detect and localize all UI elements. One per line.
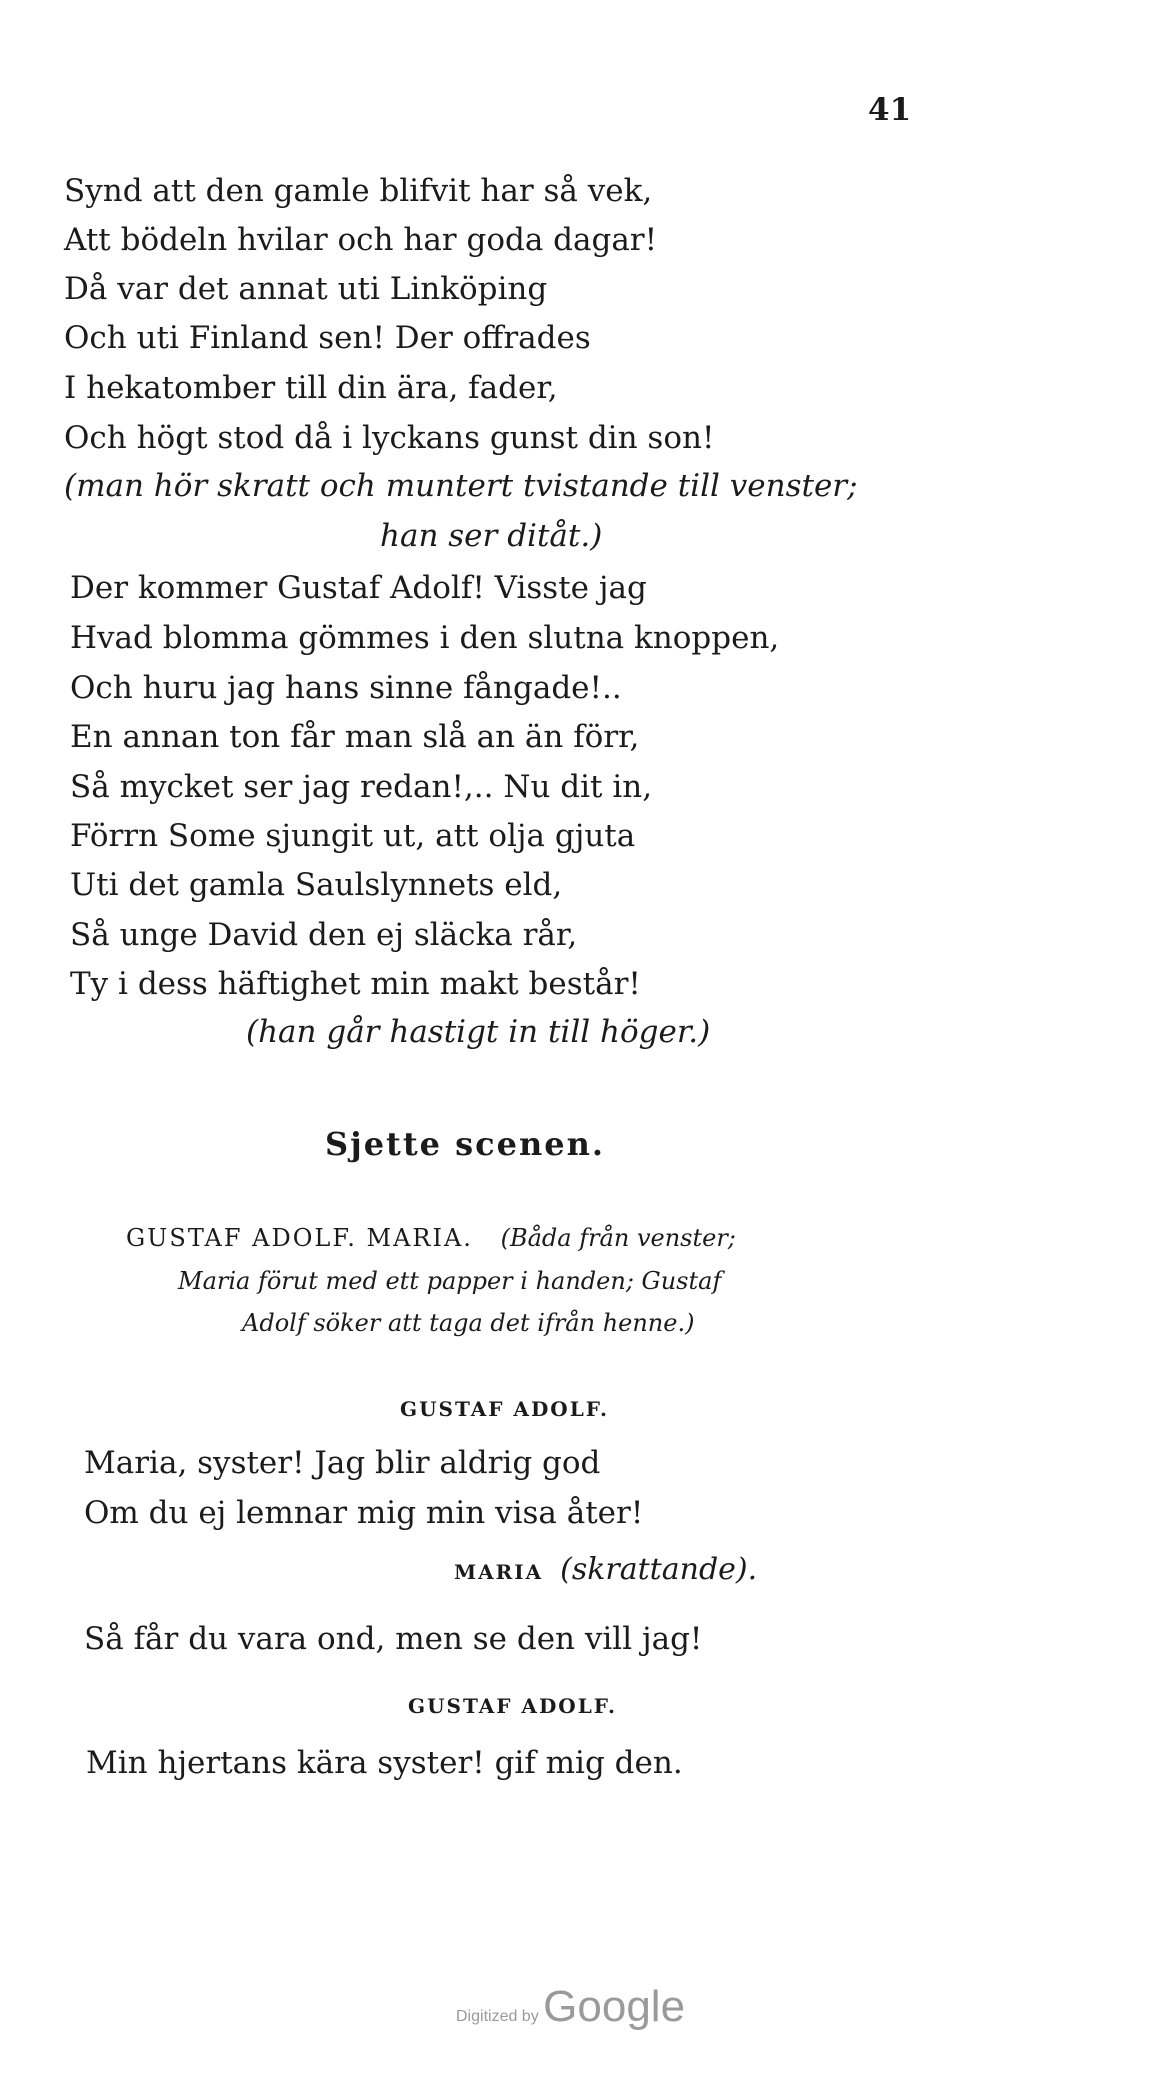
speaker-name (408, 1694, 617, 1718)
verse-line: I hekatomber till din ära, fader, (64, 370, 558, 406)
cast-line (242, 1309, 694, 1337)
verse-line: Och huru jag hans sinne fångade!.. (70, 670, 622, 706)
verse-line: Då var det annat uti Linköping (64, 271, 548, 307)
speaker-label: MARIA (454, 1560, 544, 1584)
speaker-label: GUSTAF ADOLF. (408, 1694, 617, 1718)
scene-title: Sjette scenen. (325, 1125, 605, 1163)
speaker-label: GUSTAF ADOLF. (400, 1397, 609, 1421)
verse-line: Uti det gamla Saulslynnets eld, (70, 867, 563, 903)
verse-line: Ty i dess häftighet min makt består! (70, 966, 641, 1002)
digitized-watermark (456, 1982, 685, 2032)
cast-line (126, 1224, 736, 1252)
verse-line: Så unge David den ej släcka rår, (70, 917, 578, 953)
verse-line: Der kommer Gustaf Adolf! Visste jag (70, 570, 647, 606)
verse-line: Hvad blomma gömmes i den slutna knoppen, (70, 620, 780, 656)
verse-line: Och högt stod då i lyckans gunst din son! (64, 420, 715, 456)
cast-line (178, 1267, 721, 1295)
dialogue-line: Min hjertans kära syster! gif mig den. (86, 1745, 683, 1781)
speaker-direction: (skrattande). (560, 1552, 758, 1587)
dialogue-line: Maria, syster! Jag blir aldrig god (84, 1445, 601, 1481)
speaker-name (454, 1552, 757, 1587)
dialogue-line: Om du ej lemnar mig min visa åter! (84, 1495, 644, 1531)
cast-direction: Maria förut med ett papper i handen; Gustaf (178, 1267, 722, 1295)
google-logo: Google (543, 1982, 686, 2031)
dialogue-line: Så får du vara ond, men se den vill jag! (84, 1621, 703, 1657)
digitized-label: Digitized by (456, 2008, 539, 2025)
verse-line: Så mycket ser jag redan!,.. Nu dit in, (70, 769, 653, 805)
speaker-name (400, 1397, 609, 1421)
cast-direction: Adolf söker att taga det ifrån henne.) (242, 1309, 695, 1337)
verse-line: Förrn Some sjungit ut, att olja gjuta (70, 818, 636, 854)
stage-direction: han ser ditåt.) (380, 518, 603, 554)
verse-line: Att bödeln hvilar och har goda dagar! (64, 222, 658, 258)
verse-line: Och uti Finland sen! Der offrades (64, 320, 591, 356)
verse-line: En annan ton får man slå an än förr, (70, 719, 640, 755)
verse-line: Synd att den gamle blifvit har så vek, (64, 173, 653, 209)
cast-names: GUSTAF ADOLF. MARIA. (126, 1224, 473, 1252)
page-number: 41 (868, 92, 912, 128)
stage-direction: (han går hastigt in till höger.) (246, 1014, 711, 1050)
cast-direction: (Båda från venster; (500, 1224, 736, 1252)
stage-direction: (man hör skratt och muntert tvistande till venster; (64, 468, 858, 504)
